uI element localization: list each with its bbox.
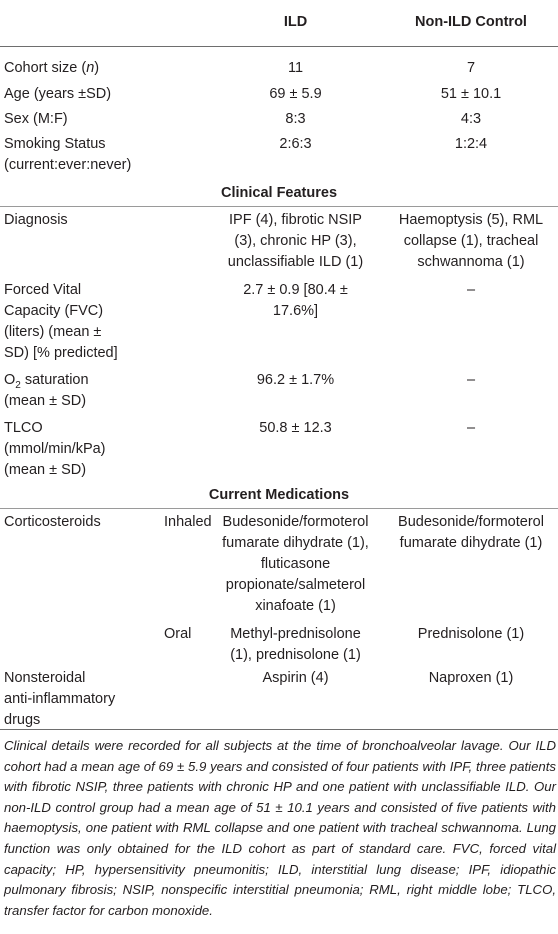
row-label: Sex (M:F)	[4, 111, 68, 127]
row-ild-value: Aspirin (4)	[262, 670, 329, 686]
row-label: Diagnosis	[4, 212, 68, 228]
row-ild-value: 11	[287, 60, 304, 76]
row-control-value: –	[466, 282, 476, 298]
row-ild-value: 2:6:3	[279, 136, 312, 152]
header-ild: ILD	[283, 14, 308, 30]
row-ild-value: 8:3	[285, 111, 306, 127]
row-sublabel: Oral	[164, 626, 192, 642]
row-ild-value: 50.8 ± 12.3	[259, 420, 332, 436]
row-control-value: 7	[466, 60, 476, 76]
row-label: Nonsteroidal anti-inflammatory drugs	[4, 670, 116, 728]
row-control-value: Naproxen (1)	[428, 670, 514, 686]
row-label: Age (years ±SD)	[4, 86, 112, 102]
table-footnote: Clinical details were recorded for all subjects at the time of bronchoalveolar lavage. Our ILD cohort had a mean age of 69 ± 5.9 years and consisted of four patients with IPF, three patients with fibrotic NSIP, three patients with chronic HP and one patient with unclassifiable ILD. Our non-ILD control group had a mean age of 51 ± 10.1 years and consisted of five patients with haemoptysis, one patient with RML collapse and one patient with tracheal schwannoma. Lung function was only obtained for the ILD cohort as part of standard care. FVC, forced vital capacity; HP, hypersensitivity pneumonitis; ILD, interstitial lung disease; IPF, idiopathic pulmonary fibrosis; NSIP, nonspecific interstitial pneumonia; RML, right middle lobe; TLCO, transfer factor for carbon monoxide.	[4, 738, 556, 918]
row-label: Corticosteroids	[4, 514, 101, 530]
row-ild-value: 96.2 ± 1.7%	[256, 372, 335, 388]
table-bottom-rule	[0, 729, 558, 730]
section-current-medications: Current Medications	[208, 487, 350, 503]
row-label: Smoking Status (current:ever:never)	[4, 136, 132, 173]
row-ild-value: Methyl-prednisolone (1), prednisolone (1)	[230, 626, 361, 663]
header-divider	[0, 46, 558, 47]
row-ild-value: IPF (4), fibrotic NSIP (3), chronic HP (3), unclassifiable ILD (1)	[227, 212, 364, 270]
row-control-value: Prednisolone (1)	[417, 626, 525, 642]
section-divider	[0, 206, 558, 207]
header-control: Non-ILD Control	[415, 14, 527, 30]
row-control-value: 4:3	[460, 111, 482, 127]
row-ild-value: Budesonide/formoterol fumarate dihydrate (1), fluticasone propionate/salmeterol xinafoate (1)	[222, 514, 369, 614]
row-label: $O_2$ saturation (mean ± SD)	[4, 372, 89, 409]
row-control-value: –	[466, 372, 476, 388]
row-sublabel: Inhaled	[164, 514, 212, 530]
row-ild-value: 2.7 ± 0.9 [80.4 ± 17.6%]	[243, 282, 348, 319]
row-label: TLCO (mmol/min/kPa) (mean ± SD)	[4, 420, 106, 478]
row-control-value: Haemoptysis (5), RML collapse (1), tracheal schwannoma (1)	[398, 212, 544, 270]
row-label: Forced Vital Capacity (FVC) (liters) (mean ± SD) [% predicted]	[4, 282, 118, 361]
row-control-value: –	[466, 420, 476, 436]
row-control-value: 51 ± 10.1	[440, 86, 502, 102]
row-control-value: Budesonide/formoterol fumarate dihydrate (1)	[398, 514, 544, 551]
section-clinical-features: Clinical Features	[220, 185, 338, 201]
row-control-value: 1:2:4	[454, 136, 488, 152]
row-ild-value: 69 ± 5.9	[269, 86, 322, 102]
row-label: Cohort size (n)	[4, 60, 100, 76]
section-divider	[0, 508, 558, 509]
